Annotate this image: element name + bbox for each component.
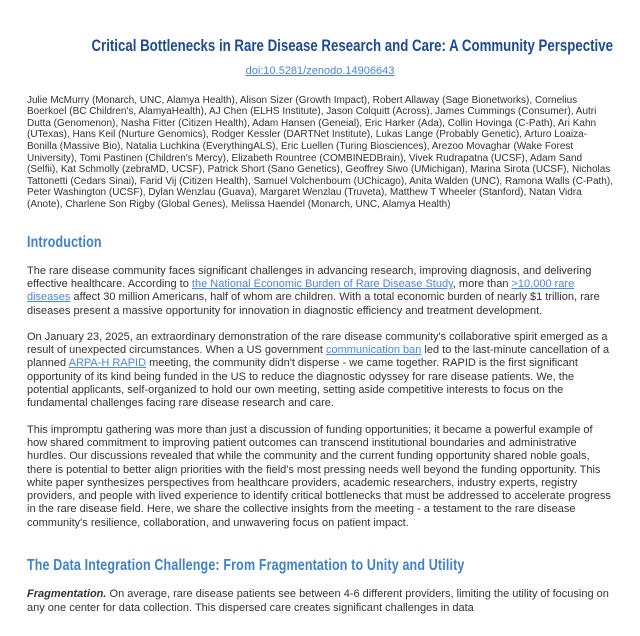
section-heading-introduction: Introduction xyxy=(27,233,102,251)
inline-link[interactable]: communication ban xyxy=(325,344,422,357)
inline-link[interactable]: >10,000 rare diseases xyxy=(27,278,575,304)
text-segment: On average, rare disease patients see between 4-6 different providers, limiting the utility of focusing on any one center for data collection. This dispersed care creates significant challenges in data xyxy=(27,588,609,614)
section-introduction xyxy=(27,233,613,531)
text-segment: affect 30 million Americans, half of whom are children. With a total economic burden of nearly $1 trillion, rare diseases present a massive opportunity for innovation in diagnostic efficiency and treatment development. xyxy=(27,291,600,317)
section-data-integration-challenge xyxy=(27,556,613,615)
section-heading-data-integration: The Data Integration Challenge: From Fragmentation to Unity and Utility xyxy=(27,557,465,575)
text-segment: Fragmentation. xyxy=(27,588,107,601)
inline-link[interactable]: the National Economic Burden of Rare Disease Study xyxy=(191,278,453,290)
inline-link[interactable]: ARPA-H RAPID xyxy=(68,357,147,370)
paragraph xyxy=(27,331,613,411)
author-list: Julie McMurry (Monarch, UNC, Alamya Health), Alison Sizer (Growth Impact), Robert Allaway (Sage Bionetworks), Cornelius Boerkoel (BC Children's, AlamyaHealth), AJ Chen (ELHS Institute), Jason Colquitt (Across), James Cummings (Consumer), Autri Dutta (Genomenon), Nasha Fitter (Citizen Health), Adam Hansen (Geneial), Eric Harker (Ada), Collin Hovinga (C-Path), Ari Kahn (UTexas), Hans Keil (Nurture Genomics), Rodger Kessler (DARTNet Institute), Lukas Lange (Probably Genetic), Arturo Loaiza-Bonilla (Massive Bio), Natalia Luchkina (EverythingALS), Eric Luellen (Turing Biosciences), Arezoo Movaghar (Wake Forest University), Tomi Pastinen (Children's Mercy), Elizabeth Rountree (COMBINEDBrain), Vivek Rudrapatna (UCSF), Adam Sand (Selfii), Kat Schmolly (zebraMD, UCSF), Patrick Short (Sano Genetics), Geoffrey Siwo (UMichigan), Marina Sirota (UCSF), Nicholas Tattonetti (Cedars Sinai), Farid Vij (Citizen Health), Samuel Volchenboum (UChicago), Anita Walden (UNC), Ramona Walls (C-Path), Peter Washington (UCSF), Dylan Wenzlau (Guava), Margaret Wenzlau (Truveta), Matthew T Wheeler (Stanford), Natan Vidra (Anote), Charlene Son Rigby (Global Genes), Melissa Haendel (Monarch, UNC, Alamya Health) xyxy=(27,94,613,210)
text-segment: meeting, the community didn't disperse - we came together. RAPID is the first significant opportunity of its kind being funded in the US to reduce the diagnostic odyssey for rare disease patients. We, the potential applicants, self-organized to hold our own meeting, setting aside competitive interests to focus on the fundamental challenges facing rare disease research and care. xyxy=(27,357,578,410)
text-segment: led to the last-minute cancellation of a planned xyxy=(27,344,610,370)
paragraph xyxy=(27,588,613,615)
doi-row xyxy=(27,65,613,78)
text-segment: On January 23, 2025, an extraordinary demonstration of the rare disease community's collaborative spirit emerged as a result of unexpected circumstances. When a US government xyxy=(27,330,608,357)
text-segment: The rare disease community faces significant challenges in advancing research, improving diagnosis, and delivering effective healthcare. According to xyxy=(27,264,592,290)
text-segment: , more than xyxy=(452,278,512,290)
doi-link[interactable]: doi:10.5281/zenodo.14906643 xyxy=(245,65,395,78)
page-title: Critical Bottlenecks in Rare Disease Research and Care: A Community Perspective xyxy=(91,36,613,55)
paragraph xyxy=(27,265,613,318)
paragraph xyxy=(27,424,613,530)
text-segment: This impromptu gathering was more than just a discussion of funding opportunities; it became a powerful example of how shared commitment to improving patient outcomes can transcend institutional boundaries and administrative hurdles. Our discussions revealed that while the community and the current funding opportunity shared noble goals, there is potential to better align priorities with the field's most pressing needs well beyond the funding opportunity. This white paper synthesizes perspectives from healthcare providers, academic researchers, industry experts, registry providers, and people with lived experience to identify critical bottlenecks that must be addressed to accelerate progress in the rare disease field. Here, we share the collective insights from the meeting - a testament to the rare disease community's resilience, collaboration, and unwavering focus on patient impact. xyxy=(27,423,611,529)
